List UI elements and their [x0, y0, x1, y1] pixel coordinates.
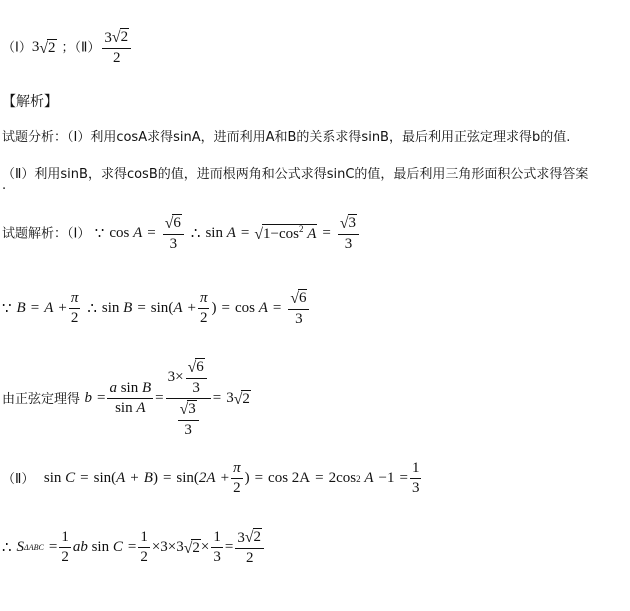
answer-part1: 3 √ 2: [31, 39, 56, 57]
solution-step-1: 试题解析：（Ⅰ） ∵ cos A = √ 6 3 ∴ sin A = √ $1-\cos^2$ A = √ 3 3: [2, 214, 361, 253]
analysis-heading: 【解析】: [2, 94, 58, 110]
analysis-line-2-end: .: [2, 178, 7, 193]
answer-separator: ；: [61, 40, 75, 56]
solution-step-3: 由正弦定理得 b = $\frac{\text{a sin B}}{\text{sin A}}$ = 3× √ 6 3 √ 3 3 = 3 √ 2: [2, 358, 250, 439]
sqrt-symbol: √ 2: [39, 39, 56, 57]
part1-label: （Ⅰ）: [2, 40, 32, 56]
analysis-line-2: （Ⅱ）利用sinB，求得cosB的值，进而根两角和公式求得sinC的值，最后利用三角形面积公式求得答案: [2, 167, 589, 182]
solution-intro: 试题解析：（Ⅰ）: [2, 226, 91, 242]
analysis-line-1: 试题分析：（Ⅰ）利用cosA求得sinA，进而利用A和B的关系求得sinB，最后利用正弦定理求得b的值.: [2, 130, 571, 145]
answer-line: [2, 28, 133, 67]
part2-label: （Ⅱ）: [74, 40, 101, 56]
solution-step-2: ∵ B = A + $\frac{\pi}{2}$ ∴ sin B = sin ( A + $\frac{\pi}{2}$ ) = cos A = √ 6 3: [2, 289, 311, 328]
law-of-sines-label: 由正弦定理得: [2, 391, 81, 407]
answer-part2-fraction: 3 √ 2 2: [102, 28, 131, 67]
solution-step-5: ∴ S ΔABC = $\frac{1}{2}$ ab sin C = $\frac{1}{2}$ × 3 × 3 √ 2 × $\frac{1}{3}$ = 3 √ 2 2: [2, 528, 266, 567]
solution-step-4: （Ⅱ） sin C = sin ( A + B ) = sin ( 2A + $\frac{\pi}{2}$ ) = cos 2A = 2cos 2 A − 1 = $\frac{1}{3}$: [2, 460, 420, 497]
